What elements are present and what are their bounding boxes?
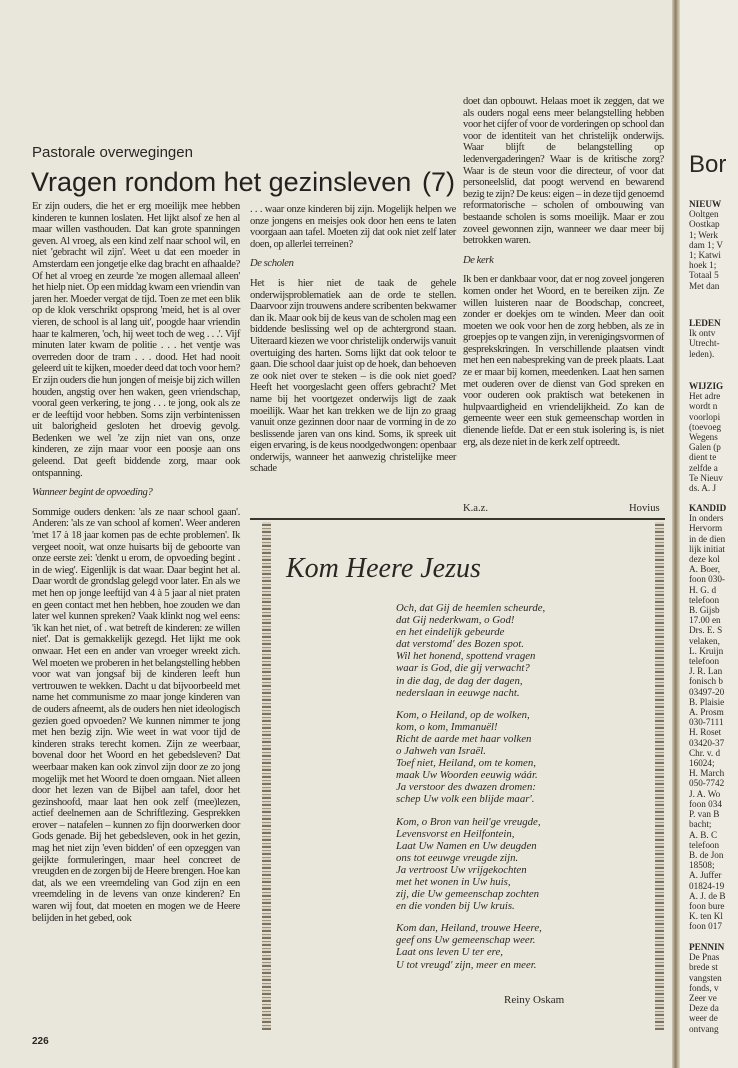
article-part-number: (7) [422, 167, 455, 197]
poem-stanza [396, 922, 545, 970]
poem-line: met het wonen in Uw huis, [396, 875, 511, 888]
next-page-block [689, 381, 723, 493]
poem-line: Toef niet, Heiland, om te komen, [396, 757, 536, 770]
next-page-line: 03420-37 [689, 737, 725, 748]
subheading-kerk: De kerk [463, 254, 494, 266]
article-kicker: Pastorale overwegingen [32, 144, 193, 161]
next-page-line: in de dien [689, 533, 726, 544]
poem-line: dat verstomd' des Bozen spot. [396, 638, 524, 651]
next-page-line: Te Nieuv [689, 472, 723, 483]
next-page-line: Galen (p [689, 442, 721, 453]
next-page-line: Totaal 5 [689, 270, 719, 281]
article-place: K.a.z. [463, 503, 488, 514]
next-page-block [689, 942, 724, 1034]
next-page-line: Drs. E. S [689, 625, 723, 636]
next-page-line: foon bure [689, 900, 725, 911]
paragraph: doet dan opbouwt. Helaas moet ik zeggen, dat we als ouders nogal eens meer belangstelling hebben voor het cijfer of voor de vorderingen op school dan voor de identiteit van het christelijk onderwijs. Waar blijft de belangstelling op ledenvergaderingen? Waar is de kritische zorg? Waar is de steun voor die directeur, of voor dat personeelslid, dat poogt wervend en bewarend bezig te zijn? De keus: eigen – in deze tijd genoemd reformatorische – scholen of ombouwing van bestaande scholen is soms moeilijk. Maar er zou zoveel gewonnen zijn, wanneer we daar meer bij betrokken waren. [463, 96, 664, 247]
next-page-line: (toevoeg [689, 421, 722, 432]
poem-line: in die dag, de dag der dagen, [396, 674, 523, 687]
next-page-line: Hervorm [689, 523, 723, 534]
next-page-line: 01824-19 [689, 880, 725, 891]
next-page-line: L. Kruijn [689, 645, 724, 656]
next-page-line: 16024; [689, 758, 715, 769]
next-page-line: H. G. d [689, 584, 717, 595]
poem-line: zij, die Uw gemeenschap zochten [396, 888, 540, 901]
next-page-line: brede st [689, 962, 718, 973]
next-page-line: A. B. C [689, 829, 718, 840]
divider [250, 518, 665, 520]
next-page-line: deze kol [689, 554, 720, 565]
next-page-line: WIJZIG [689, 381, 724, 391]
next-page-line: weer de [689, 1013, 718, 1024]
next-page-line: 03497-20 [689, 686, 725, 697]
poem-line: Kom, o Heiland, op de wolken, [396, 708, 530, 721]
poem-line: maak Uw Woorden eeuwig wáár. [396, 769, 538, 782]
poem-line: geef ons Uw gemeenschap weer. [396, 934, 536, 947]
next-page-line: J. R. Lan [689, 666, 723, 677]
next-page-line: A. Boer, [689, 564, 721, 575]
poem-line: Kom dan, Heiland, trouwe Heere, [396, 922, 542, 935]
next-page-line: dient te [689, 452, 717, 463]
poem-line: Levensvorst en Heilfontein, [396, 827, 515, 840]
poem-line: Richt de aarde met haar volken [396, 732, 532, 745]
next-page-line: B. Gijsb [689, 605, 720, 616]
next-page-line: P. van B [689, 809, 720, 820]
next-page-line: fonisch b [689, 676, 723, 687]
next-page-line: leden). [689, 348, 715, 359]
next-page-line: K. ten Kl [689, 911, 723, 922]
next-page-line: Het adre [689, 391, 721, 402]
next-page-line: 1; Katwi [689, 250, 721, 261]
next-page-line: H. March [689, 768, 725, 779]
next-page-line: KANDID [689, 503, 727, 513]
paragraph: Het is hier niet de taak de gehele onderwijsproblematiek aan de orde te stellen. Daarvoor zijn trouwens andere scribenten bekwamer dan ik. Maar ook bij de keus van de scholen mag een biddende beslissing wel op de achtergrond staan. Uiteraard kiezen we voor christelijk onderwijs vanuit overtuiging des harten. Soms lijkt dat ook teloor te gaan. Die school daar juist op de hoek, dan behoeven ze ook niet over te steken – is die ook niet goed? Heeft het voorgeslacht geen offers gebracht? Met name bij het voortgezet onderwijs ligt de zaak moeilijk. Waar het kan trekken we de lijn zo graag vanuit onze gezinnen door naar de vorming in de zo beslissende jaren van ons kind. Soms, ik spreek uit eigen ervaring, is de keus noodgedwongen: openbaar onderwijs, wanneer het aanwezig christelijke meer schade [250, 277, 456, 475]
next-page-line: foon 017 [689, 921, 722, 932]
next-page-line: In onders [689, 513, 724, 524]
poem-line: Wil het honend, spottend vragen [396, 650, 536, 663]
next-page-line: LEDEN [689, 318, 721, 328]
poem-line: waar is God, die gij verwacht? [396, 662, 530, 675]
next-page-line: telefoon [689, 594, 720, 605]
next-page-line: zelfde a [689, 462, 718, 473]
poem-stanza [396, 816, 545, 913]
poem-line: Och, dat Gij de heemlen scheurde, [396, 602, 546, 614]
poem-line: nederslaan in eeuwge nacht. [396, 686, 520, 699]
decorative-border [655, 522, 664, 1030]
next-page-line: ds. A. J [689, 483, 717, 494]
paragraph: . . . waar onze kinderen bij zijn. Mogelijk helpen we onze jongens en meisjes ook door hen eens te laten voorgaan aan tafel. Moeten zij dat ook niet zelf later doen, op allerlei terreinen? [250, 204, 456, 250]
next-page-line: fonds, v [689, 982, 719, 993]
article-title: Vragen rondom het gezinsleven [31, 167, 412, 197]
poem-stanza [396, 709, 545, 806]
next-page-block [689, 318, 721, 359]
subheading-scholen: De scholen [250, 258, 294, 270]
next-page-line: Ooltgen [689, 209, 719, 220]
next-page-line: A. Prosm [689, 707, 724, 718]
poem-line: dat Gij nederkwam, o God! [396, 614, 515, 627]
poem-line: Ja verstoor des dwazen dromen: [396, 781, 536, 794]
next-page-line: Met dan [689, 280, 720, 291]
next-page-line: J. A. Wo [689, 788, 721, 799]
next-page-line: A. J. de B [689, 890, 726, 901]
next-page-line: telefoon [689, 839, 720, 850]
poem-line: schep Uw volk een blijde maar'. [396, 793, 535, 806]
article-column-3 [463, 96, 664, 448]
next-page-line: wordt n [689, 401, 718, 412]
next-page-line: 050-7742 [689, 778, 725, 789]
next-page-line: Chr. v. d [689, 747, 721, 758]
next-page-line: Oostkap [689, 219, 720, 230]
paragraph: Sommige ouders denken: 'als ze naar school gaan'. Anderen: 'als ze van school af komen'. Weer anderen 'met 17 à 18 jaar komen pas de echte problemen'. Ik vergeet nooit, wat onze huisarts bij de geboorte van onze eerste zei: 'denkt u erom, de opvoeding begint . in de wieg'. Eigenlijk is dat waar. Daar begint het al. Daar wordt de grondslag gelegd voor later. En als we met hen op jonge leeftijd van 4 à 5 jaar al niet praten en geen contact met hen hebben, hoe zouden we dan later wel kunnen spreken? Vaak klinkt nog wel eens: 'ik kan het niet, of . wat betreft de kinderen: ze willen niet'. Dat is gemakkelijk gezegd. Het lijkt me ook onwaar. Het een en ander van vroeger wreekt zich. Wel moeten we proberen in het belangstelling hebben voor wat van jongsaf bij de kinderen leeft hun vertrouwen te wekken. Dacht u dat bijvoorbeeld met name het communisme zo maar jonge kinderen van de ouders afneemt, als de ouders hen niet ideologisch gezien goed opvoeden? We kunnen nimmer te jong met hen bezig zijn. Wie weet in wat voor tijd de kinderen straks terecht komen. Zijn ze weerbaar, bovenal door het Woord en het gebedsleven? Dat weerbaar maken kan ook zinvol zijn door ze zo jong mogelijk met het Woord te doen omgaan. Niet alleen door het lezen van de Bijbel aan tafel, door het gezinshoofd, maar laat hen ook zelf (mee)lezen, actief deelnemen aan de Schriftlezing. Gesprekken erover – natafelen – kunnen zo fijn doorwerken door Gods genade. Bij het gebedsleven, ook in het gezin, mag het niet zijn 'even bidden' of een opzeggen van geijkte formuleringen, maar heel concreet de vreugden en de zorgen bij de Heere brengen. Hoe kan dat, als we een vreemdeling van God zijn en een vreemdeling in de levens van onze kinderen? En waren wij fout, dat moeten en mogen we de Heere belijden in het gebed, ook [32, 506, 240, 924]
next-page-line: 18508; [689, 860, 715, 871]
poem-box [262, 522, 664, 1030]
paragraph: Er zijn ouders, die het er erg moeilijk mee hebben kinderen te kunnen loslaten. Het lijkt alsof ze hen al maar willen vasthouden. Dat kan grote spanningen geven. Al vroeg, als een kind zelf naar school wil, en niet 'gebracht wil zijn'. Weet u dat een moeder in Amsterdam een jongetje elke dag bracht en afhaalde? Of het al vroeg en zeurde 'ze mogen allemaal alleen' het hielp niet. Op een middag kwam een vriendin van jaren her. Moeder vergat de tijd. Toen ze met een blik op de klok verschrikt opsprong 'meid, het is al over vieren, de school is al lang uit', poogde haar vriendin haar te kalmeren, 'och, hij weet toch de weg . . .'. Vijf minuten later kwam de politie . . . het ventje was overreden door de tram . . . dood. Het had nooit geleerd uit te kijken, moeder deed dat toch voor hem? Er zijn ouders die hun jongen of meisje bij zich willen houden, angstig over hen waken, geen vriendschap, vooral geen verkering, te jong . . . te jong, ook als ze er de leeftijd voor hebben. Soms zijn verbintenissen uit balorigheid gesloten het droevig gevolg. Bedenken we wel 'ze zijn niet van ons, onze kinderen, ze zijn maar voor een poosje aan ons geleend. Dat geeft biddende zorg, maar ook ontspanning. [32, 201, 240, 479]
next-page-line: 030-7111 [689, 717, 724, 728]
subheading-opvoeding: Wanneer begint de opvoeding? [32, 487, 153, 499]
next-page-line: velaken, [689, 635, 720, 646]
article-column-1 [32, 201, 240, 924]
next-page-line: ontvang [689, 1023, 719, 1034]
next-page-line: Utrecht- [689, 338, 720, 349]
poem-line: Kom, o Bron van heil'ge vreugde, [396, 815, 541, 828]
next-page-line: H. Roset [689, 727, 722, 738]
next-page-line: B. de Jon [689, 849, 724, 860]
poem-line: ons tot eeuwge vreugde zijn. [396, 851, 519, 864]
next-page-line: dam 1; V [689, 239, 724, 250]
article-column-2 [250, 204, 456, 475]
page-number: 226 [32, 1036, 49, 1047]
next-page-line: PENNIN [689, 942, 725, 952]
next-page-line: foon 030- [689, 574, 725, 585]
poem-line: o Jahweh van Israël. [396, 745, 486, 758]
next-page-line: telefoon [689, 656, 720, 667]
next-page-fragment [680, 0, 738, 1068]
next-page-line: hoek 1; [689, 260, 717, 271]
poem-line: Ja vertroost Uw vrijgekochten [396, 863, 527, 876]
paragraph: Ik ben er dankbaar voor, dat er nog zoveel jongeren komen onder het Woord, en te bereiken zijn. Ze willen luisteren naar de Boodschap, concreet, zonder er doekjes om te winden. Meer dan ooit moeten we ook voor hen de zorg hebben, als ze in groepjes op te vangen zijn, in verenigingsvormen of gesprekskringen. In verschillende plaatsen vindt met hen een nabespreking van de preek plaats. Laat ze er maar bij komen, meedenken. Laat hen samen met ouderen over de dienst van God spreken en voor ouderen ook praktisch wat betekenen in hulpvaardigheid en vriendelijkheid. Zo kan de gemeente weer een stuk gemeenschap worden in dienende liefde. Dat er een stuk isolering is, is niet erg, als deze niet in de kerk zelf optreedt. [463, 274, 664, 448]
next-page-title: Bor [689, 151, 727, 178]
poem-line: Laat ons leven U ter ere, [396, 946, 503, 959]
poem-author: Reiny Oskam [504, 994, 565, 1006]
decorative-border [262, 522, 271, 1030]
next-page-line: Deze da [689, 1003, 719, 1014]
next-page-line: lijk initiat [689, 543, 725, 554]
next-page-line: bacht; [689, 819, 712, 830]
poem-title: Kom Heere Jezus [286, 553, 481, 584]
poem-line: en het eindelijk gebeurde [396, 626, 505, 639]
next-page-line: 1; Werk [689, 229, 718, 240]
next-page-line: Zeer ve [689, 993, 717, 1004]
next-page-line: De Pnas [689, 952, 720, 963]
next-page-line: Wegens [689, 432, 718, 443]
next-page-line: A. Juffer [689, 870, 722, 881]
next-page-line: voorlopi [689, 411, 721, 422]
next-page-line: 17.00 en [689, 615, 721, 626]
article-author: Hovius [629, 503, 660, 514]
next-page-line: B. Plaisie [689, 696, 725, 707]
poem-text [396, 602, 545, 981]
poem-line: U tot vreugd' zijn, meer en meer. [396, 958, 537, 971]
next-page-block [689, 503, 726, 932]
page-fold [672, 0, 680, 1068]
next-page-line: vangsten [689, 972, 722, 983]
poem-stanza [396, 602, 545, 699]
next-page-line: NIEUW [689, 199, 722, 209]
next-page-line: Ik ontv [689, 328, 716, 339]
next-page-block [689, 199, 723, 291]
next-page-line: foon 034 [689, 798, 722, 809]
poem-line: Laat Uw Namen en Uw deugden [396, 839, 537, 852]
poem-line: en die vonden bij Uw kruis. [396, 900, 515, 913]
poem-line: kom, o kom, Immanuël! [396, 720, 498, 733]
